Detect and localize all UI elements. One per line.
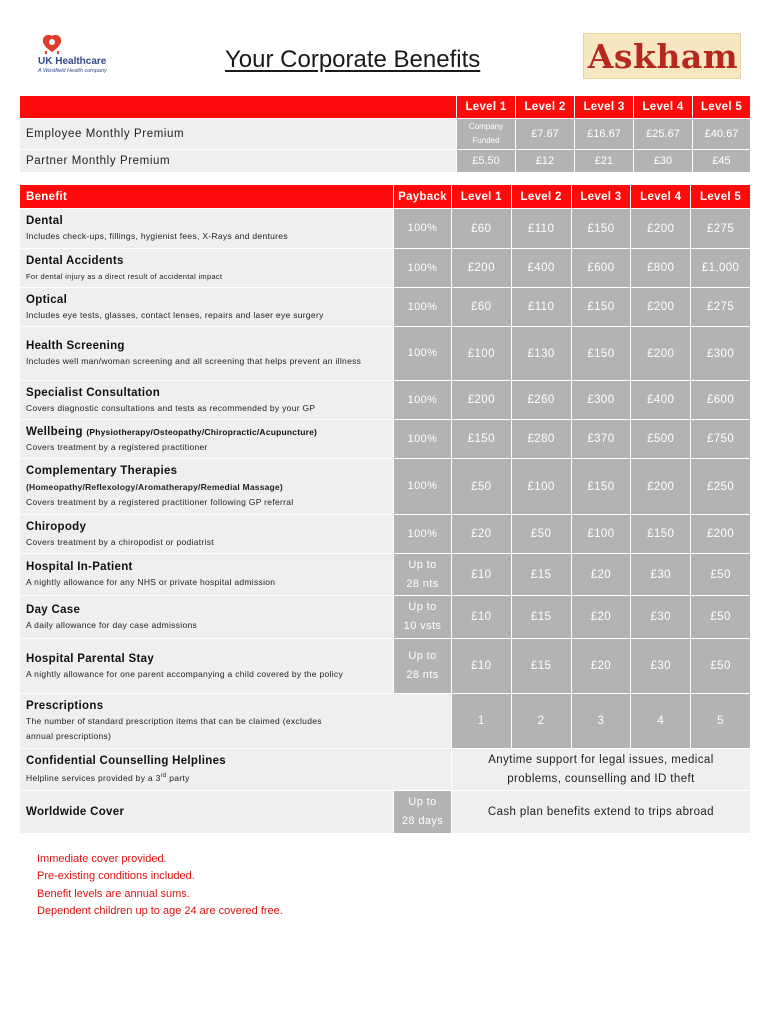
level-value: £300: [691, 327, 751, 381]
benefit-description: Covers diagnostic consultations and tests as recommended by your GP: [26, 402, 316, 413]
payback-value: Up to: [408, 650, 437, 662]
footnote: Dependent children up to age 24 are covered free.: [37, 905, 283, 918]
level-value: £600: [572, 249, 632, 288]
benefit-description: A nightly allowance for any NHS or private hospital admission: [26, 577, 276, 587]
askham-logo-text: Askham: [587, 37, 739, 76]
premium-level-header: Level 4: [634, 96, 693, 119]
benefit-row-day-case: [20, 596, 751, 639]
level-value: £30: [631, 639, 691, 694]
benefit-description: Covers treatment by a registered practitioner following GP referral: [26, 497, 294, 507]
level-value: 3: [572, 694, 632, 749]
level-value: £200: [631, 288, 691, 327]
payback-value: 100%: [394, 249, 452, 288]
company-name: UK Healthcare: [38, 56, 107, 67]
benefit-row-health-screening: [20, 327, 751, 381]
level-value: £150: [572, 209, 632, 249]
level-value: £200: [452, 381, 512, 420]
payback-value: 100%: [394, 381, 452, 420]
benefit-description: Includes eye tests, glasses, contact lenses, repairs and laser eye surgery: [26, 309, 324, 320]
benefit-description: A daily allowance for day case admissions: [26, 619, 198, 630]
benefit-name: Day Case: [26, 603, 81, 616]
level-value: £260: [512, 381, 572, 420]
benefit-description: Includes well man/woman screening and all screening that helps prevent an illness: [26, 356, 362, 366]
level-column-header: Level 5: [691, 185, 751, 209]
level-value: £100: [512, 459, 572, 515]
benefit-description: The number of standard prescription items that can be claimed (excludes annual prescriptions): [26, 716, 322, 741]
level-value: £50: [691, 554, 751, 596]
counselling-text: problems, counselling and ID theft: [507, 772, 695, 785]
level-column-header: Level 1: [452, 185, 512, 209]
premium-value: £5.50: [457, 150, 516, 173]
level-value: £20: [572, 639, 632, 694]
level-value: £10: [452, 554, 512, 596]
level-value: £400: [512, 249, 572, 288]
level-value: £60: [452, 288, 512, 327]
payback-value: Up to: [408, 558, 437, 571]
level-value: £20: [452, 515, 512, 554]
payback-value: 100%: [394, 515, 452, 554]
benefit-row-worldwide-cover: [20, 791, 751, 834]
company-subtitle: A Westfield Health company: [38, 68, 107, 74]
benefit-name: Chiropody: [26, 520, 87, 533]
premium-value: £45: [693, 150, 751, 173]
level-value: £110: [512, 288, 572, 327]
level-value: £200: [452, 249, 512, 288]
level-value: £150: [572, 327, 632, 381]
level-value: £15: [512, 596, 572, 639]
level-column-header: Level 3: [572, 185, 632, 209]
benefit-description: Helpline services provided by a 3: [26, 772, 161, 783]
benefit-name: Prescriptions: [26, 700, 104, 712]
benefit-description: Includes check-ups, fillings, hygienist fees, X-Rays and dentures: [26, 231, 288, 241]
benefit-name: Hospital Parental Stay: [26, 652, 155, 665]
level-value: £20: [572, 554, 632, 596]
benefit-name: Optical: [26, 293, 68, 306]
benefit-description: Covers treatment by a chiropodist or podiatrist: [26, 536, 214, 547]
footnote: Pre-existing conditions included.: [37, 870, 195, 883]
level-value: £750: [691, 420, 751, 459]
benefit-name: Hospital In-Patient: [26, 561, 133, 573]
payback-value: 28 nts: [406, 577, 439, 590]
level-value: £50: [512, 515, 572, 554]
level-value: £10: [452, 639, 512, 694]
benefit-description: Covers treatment by a registered practitioner: [26, 441, 208, 452]
footnote: Immediate cover provided.: [37, 853, 167, 865]
level-value: £275: [691, 288, 751, 327]
level-value: £150: [572, 459, 632, 515]
premium-level-header: Level 1: [457, 96, 516, 119]
premium-table: [20, 96, 751, 173]
level-value: £20: [572, 596, 632, 639]
askham-logo: [583, 33, 741, 79]
benefit-description-superscript: rd: [160, 773, 167, 780]
footnote: Benefit levels are annual sums.: [37, 887, 190, 900]
payback-value: 28 nts: [406, 669, 439, 681]
level-value: £50: [452, 459, 512, 515]
payback-value: 100%: [394, 288, 452, 327]
premium-value: £12: [516, 150, 575, 173]
benefit-row-chiropody: [20, 515, 751, 554]
level-value: £150: [572, 288, 632, 327]
premium-level-header: Level 3: [575, 96, 634, 119]
benefit-subtitle: (Physiotherapy/Osteopathy/Chiropractic/Acupuncture): [86, 426, 318, 437]
benefit-description: A nightly allowance for one parent accompanying a child covered by the policy: [26, 668, 343, 679]
level-value: 5: [691, 694, 751, 749]
payback-column-header: Payback: [394, 185, 452, 209]
benefits-table: [20, 185, 751, 834]
payback-value: Up to: [408, 601, 437, 613]
premium-level-header: Level 5: [693, 96, 751, 119]
benefit-subtitle: (Homeopathy/Reflexology/Aromatherapy/Remedial Massage): [26, 482, 283, 492]
benefit-row-hospital-parental-stay: [20, 639, 751, 694]
benefit-name: Confidential Counselling Helplines: [26, 755, 226, 768]
page-header: [0, 0, 770, 92]
level-value: £600: [691, 381, 751, 420]
benefit-row-counselling: [20, 749, 751, 791]
level-value: £30: [631, 596, 691, 639]
level-value: £110: [512, 209, 572, 249]
payback-value: 100%: [394, 209, 452, 249]
partner-premium-row: [20, 150, 751, 173]
level-value: £275: [691, 209, 751, 249]
payback-value: 100%: [394, 327, 452, 381]
level-value: £15: [512, 639, 572, 694]
benefit-row-optical: [20, 288, 751, 327]
level-value: 1: [452, 694, 512, 749]
premium-value: £16.67: [575, 119, 634, 150]
benefit-name: Dental: [26, 215, 63, 227]
level-value: £60: [452, 209, 512, 249]
benefit-row-hospital-in-patient: [20, 554, 751, 596]
level-value: £500: [631, 420, 691, 459]
payback-value: 100%: [394, 420, 452, 459]
benefit-row-prescriptions: [20, 694, 751, 749]
benefit-row-dental-accidents: [20, 249, 751, 288]
level-value: £100: [572, 515, 632, 554]
payback-value: 100%: [394, 459, 452, 515]
premium-value: £21: [575, 150, 634, 173]
level-value: £150: [452, 420, 512, 459]
level-value: £150: [631, 515, 691, 554]
level-value: £200: [631, 459, 691, 515]
page-title: Your Corporate Benefits: [225, 46, 481, 73]
benefit-row-specialist-consultation: [20, 381, 751, 420]
benefit-row-dental: [20, 209, 751, 249]
payback-value: 28 days: [401, 815, 444, 827]
premium-label: Partner Monthly Premium: [20, 150, 457, 173]
benefit-description: party: [166, 772, 190, 783]
level-value: 2: [512, 694, 572, 749]
level-value: £1,000: [691, 249, 751, 288]
level-value: £200: [691, 515, 751, 554]
premium-level-header: Level 2: [516, 96, 575, 119]
level-value: £15: [512, 554, 572, 596]
benefit-name: Health Screening: [26, 340, 125, 352]
level-value: £800: [631, 249, 691, 288]
payback-value: Up to: [408, 796, 437, 808]
benefit-name: Dental Accidents: [26, 254, 124, 267]
benefit-column-header: Benefit: [20, 185, 394, 209]
level-value: £200: [631, 209, 691, 249]
footnotes: [37, 851, 283, 921]
level-value: £50: [691, 596, 751, 639]
premium-value: £40.67: [693, 119, 751, 150]
level-value: £130: [512, 327, 572, 381]
worldwide-text: Cash plan benefits extend to trips abroad: [452, 791, 751, 834]
benefit-row-wellbeing: [20, 420, 751, 459]
level-value: £370: [572, 420, 632, 459]
premium-value: £25.67: [634, 119, 693, 150]
premium-value: Company Funded: [457, 119, 516, 150]
premium-header-blank: [20, 96, 457, 119]
level-value: £100: [452, 327, 512, 381]
level-value: £30: [631, 554, 691, 596]
benefit-name: Complementary Therapies: [26, 465, 178, 477]
benefit-name: Wellbeing: [26, 425, 83, 438]
level-column-header: Level 4: [631, 185, 691, 209]
benefit-name: Specialist Consultation: [26, 386, 161, 399]
benefit-name: Worldwide Cover: [26, 806, 125, 818]
premium-label: Employee Monthly Premium: [20, 119, 457, 150]
level-value: £50: [691, 639, 751, 694]
premium-header-row: [20, 96, 751, 119]
level-value: £10: [452, 596, 512, 639]
level-value: £300: [572, 381, 632, 420]
benefit-row-complementary-therapies: [20, 459, 751, 515]
level-value: £250: [691, 459, 751, 515]
benefit-description: For dental injury as a direct result of accidental impact: [26, 271, 223, 281]
premium-value: £30: [634, 150, 693, 173]
counselling-text: Anytime support for legal issues, medical: [488, 753, 714, 766]
level-value: £400: [631, 381, 691, 420]
payback-value: 10 vsts: [403, 620, 442, 632]
premium-value: £7.67: [516, 119, 575, 150]
level-value: £280: [512, 420, 572, 459]
level-value: £200: [631, 327, 691, 381]
benefits-header-row: [20, 185, 751, 209]
level-column-header: Level 2: [512, 185, 572, 209]
employee-premium-row: [20, 119, 751, 150]
level-value: 4: [631, 694, 691, 749]
